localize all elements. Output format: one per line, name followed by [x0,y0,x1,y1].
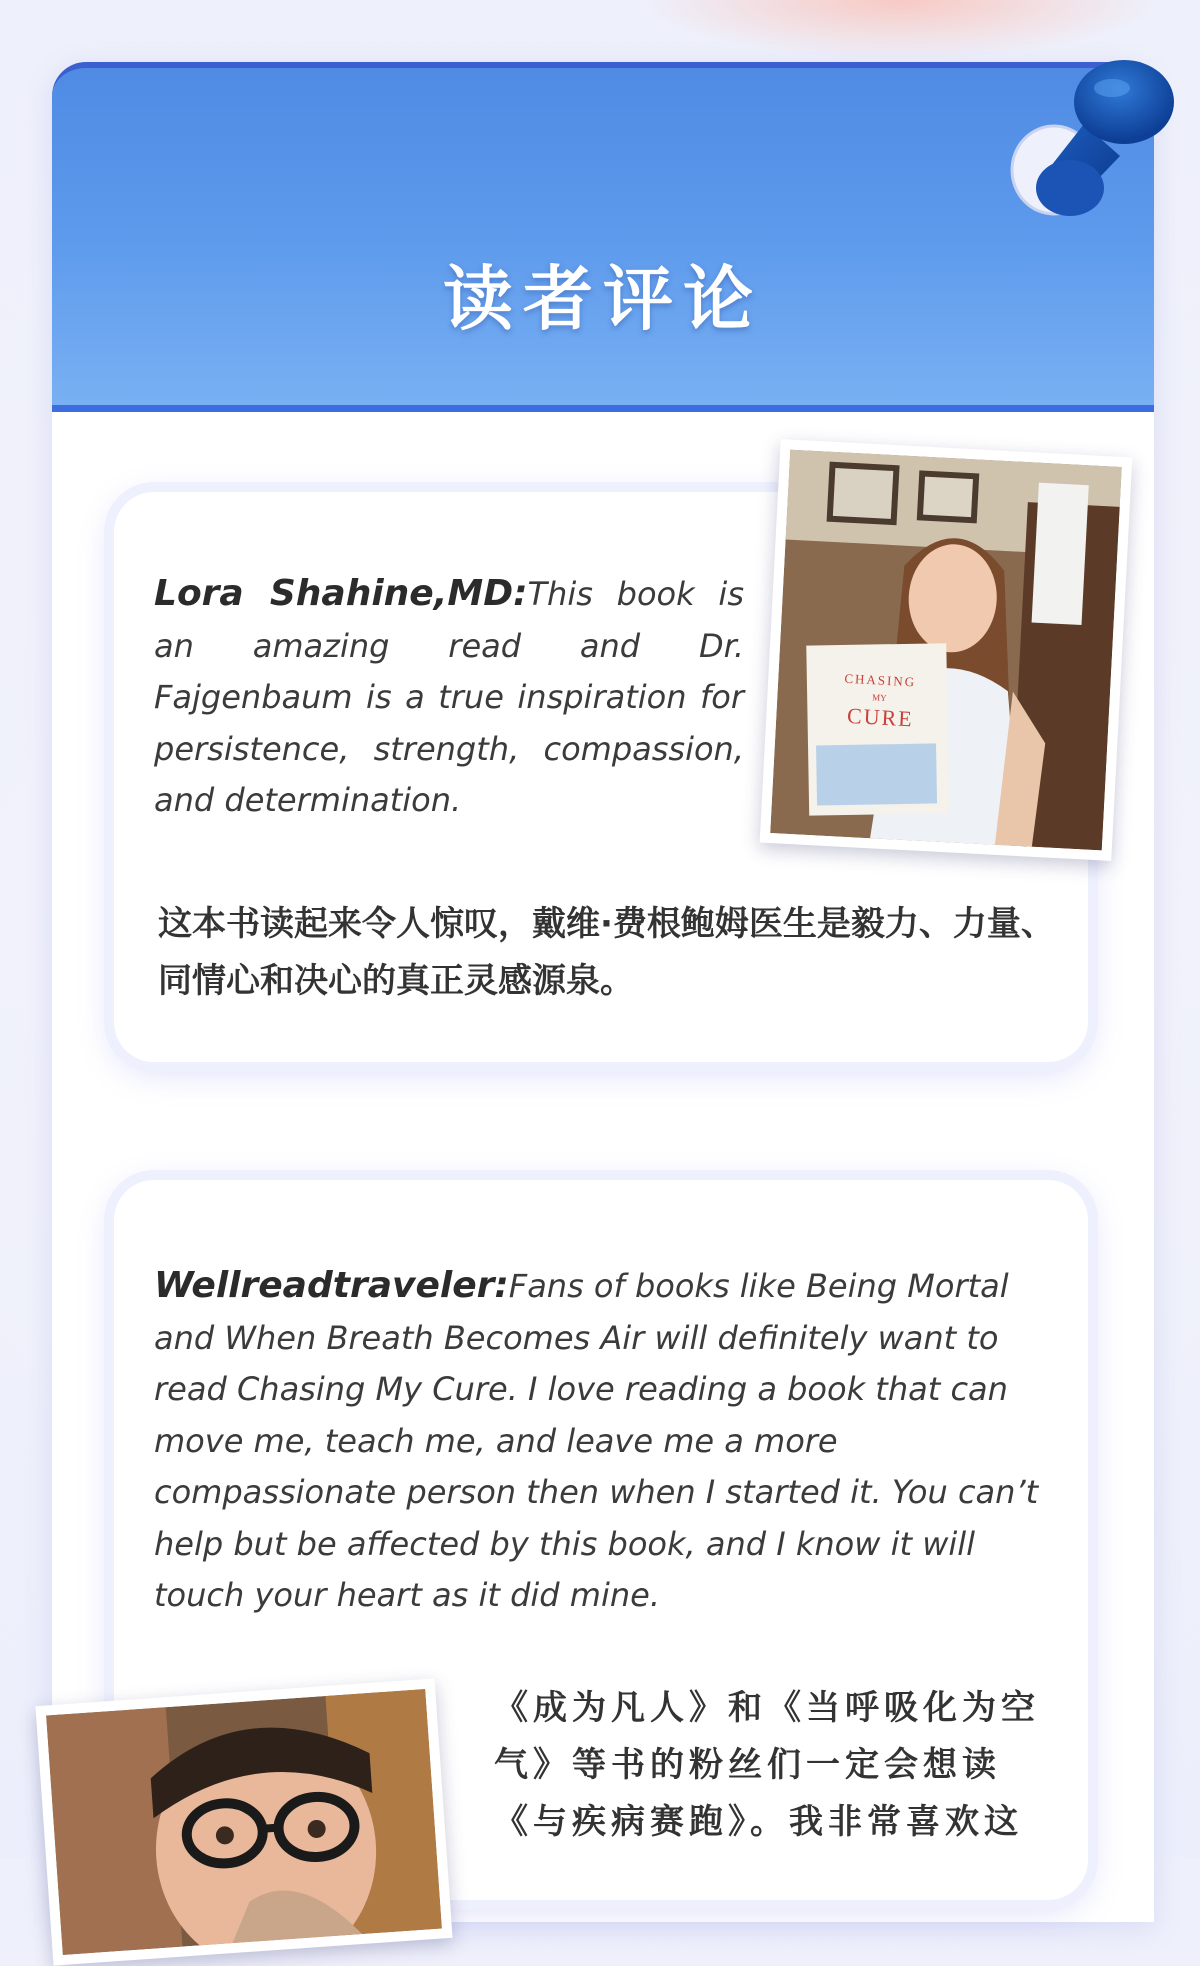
reviewer-photo [760,439,1133,861]
review-quote-en: Fans of books like Being Mortal and When Breath Becomes Air will definitely want to read Chasing My Cure. I love reading a book that can move me, teach me, and leave me a more compassionate person then when I started it. You can’t help but be affected by this book, and I know it will touch your heart as it did mine. [154,1267,1039,1614]
reviewer-name: Lora Shahine,MD: [154,573,528,614]
page-title: 读者评论 [443,257,763,340]
review-english-text [154,568,744,827]
book-title-line1: CHASING [844,670,917,690]
review-quote-en: This book is an amazing read and Dr. Fajgenbaum is a true inspiration for persistence, strength, compassion, and determination. [154,575,744,819]
reviewer-name: Wellreadtraveler: [154,1265,509,1306]
reviewer-photo [35,1678,452,1965]
pushpin-icon [992,52,1182,232]
top-glow [640,0,1160,60]
review-chinese-text: 这本书读起来令人惊叹，戴维·费根鲍姆医生是毅力、力量、同情心和决心的真正灵感源泉。 [158,904,1055,1001]
header-banner [52,62,1154,412]
book-title-line2: MY [871,692,887,703]
review-english-text [154,1260,1059,1622]
book-title-line3: CURE [846,702,915,732]
review-chinese-text: 《成为凡人》和《当呼吸化为空气》等书的粉丝们一定会想读《与疾病赛跑》。我非常喜欢这 [494,1688,1040,1842]
